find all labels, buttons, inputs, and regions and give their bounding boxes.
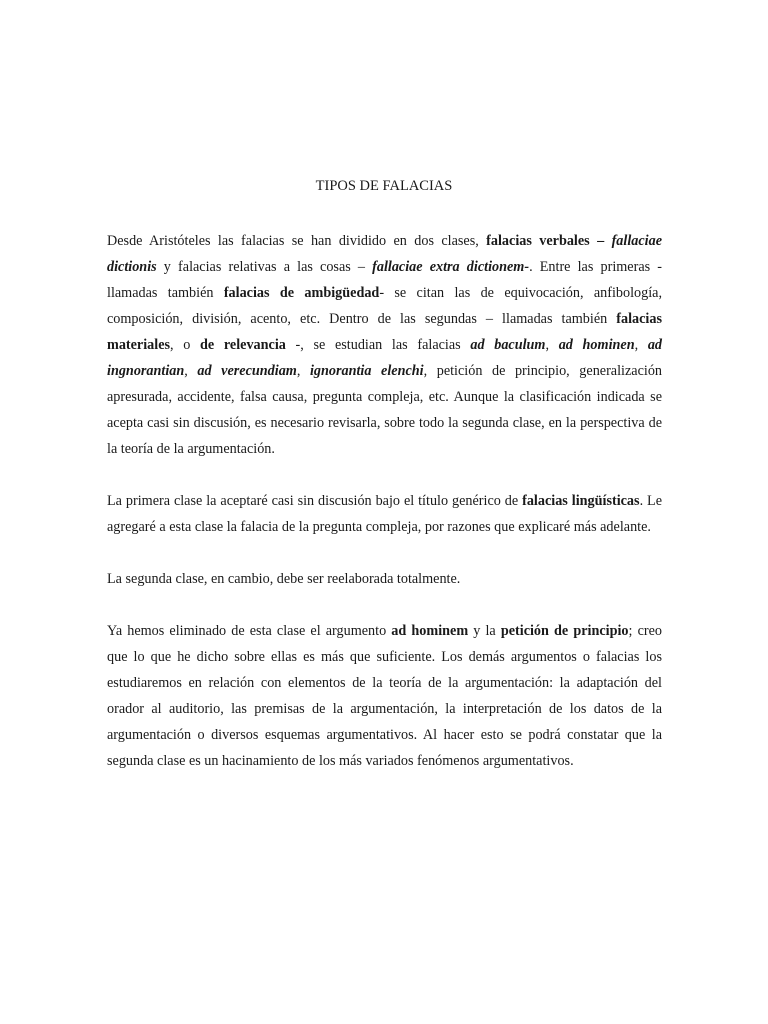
- text-run: Ya hemos eliminado de esta clase el argumento: [107, 623, 392, 639]
- text-run: ,: [545, 337, 559, 353]
- text-run: , o: [170, 337, 201, 353]
- text-run: falacias de ambigüedad: [223, 285, 380, 301]
- text-run: ; creo que lo que he dicho sobre ellas es más que suficiente. Los demás argumentos o falacias los estudiaremos en relación con elementos de la teoría de la argumentación: la adaptación del orador al auditorio, las premisas de la argumentación, la interpretación de los datos de la argumentación o diversos esquemas argumentativos. Al hacer esto se podrá constatar que la segunda clase es un hacinamiento de los más variados fenómenos argumentativos.: [107, 623, 663, 769]
- text-run: ignorantia elenchi: [309, 363, 424, 379]
- text-run: ad verecundiam: [197, 363, 297, 379]
- text-run: ad ingnorantian: [107, 337, 662, 379]
- text-run: La primera clase la aceptaré casi sin discusión bajo el título genérico de: [107, 493, 523, 509]
- text-run: y falacias relativas a las cosas –: [156, 259, 373, 275]
- text-run: . Entre las primeras -llamadas también: [107, 259, 663, 301]
- text-run: de relevancia: [200, 337, 286, 353]
- text-run: petición de principio: [500, 623, 629, 639]
- text-run: La segunda clase, en cambio, debe ser reelaborada totalmente.: [107, 571, 461, 587]
- text-run: fallaciae dictionis: [107, 233, 662, 275]
- text-run: y la: [468, 623, 501, 639]
- text-run: falacias materiales: [107, 311, 662, 353]
- text-run: ad hominen: [558, 337, 635, 353]
- text-run: fallaciae extra dictionem-: [372, 259, 530, 275]
- paragraph: [107, 228, 662, 462]
- text-run: . Le agregaré a esta clase la falacia de la pregunta compleja, por razones que explicaré más adelante.: [107, 493, 663, 535]
- text-run: ad baculum: [470, 337, 546, 353]
- paragraph: [107, 618, 662, 774]
- document-body: [107, 228, 662, 800]
- text-run: ,: [184, 363, 198, 379]
- paragraph: [107, 488, 662, 540]
- text-run: falacias lingüísticas: [522, 493, 640, 509]
- text-run: - se citan las de equivocación, anfibología, composición, división, acento, etc. Dentro de las segundas – llamadas también: [107, 285, 663, 327]
- text-run: ad hominem: [391, 623, 469, 639]
- text-run: -, se estudian las falacias: [285, 337, 471, 353]
- document-title: TIPOS DE FALACIAS: [315, 178, 453, 194]
- text-run: ,: [296, 363, 310, 379]
- text-run: falacias verbales –: [486, 233, 612, 249]
- text-run: Desde Aristóteles las falacias se han dividido en dos clases,: [107, 233, 487, 249]
- paragraph: [107, 566, 662, 592]
- text-run: ,: [634, 337, 648, 353]
- text-run: , petición de principio, generalización apresurada, accidente, falsa causa, pregunta compleja, etc. Aunque la clasificación indicada se acepta casi sin discusión, es necesario revisarla, sobre todo la segunda clase, en la perspectiva de la teoría de la argumentación.: [107, 363, 663, 457]
